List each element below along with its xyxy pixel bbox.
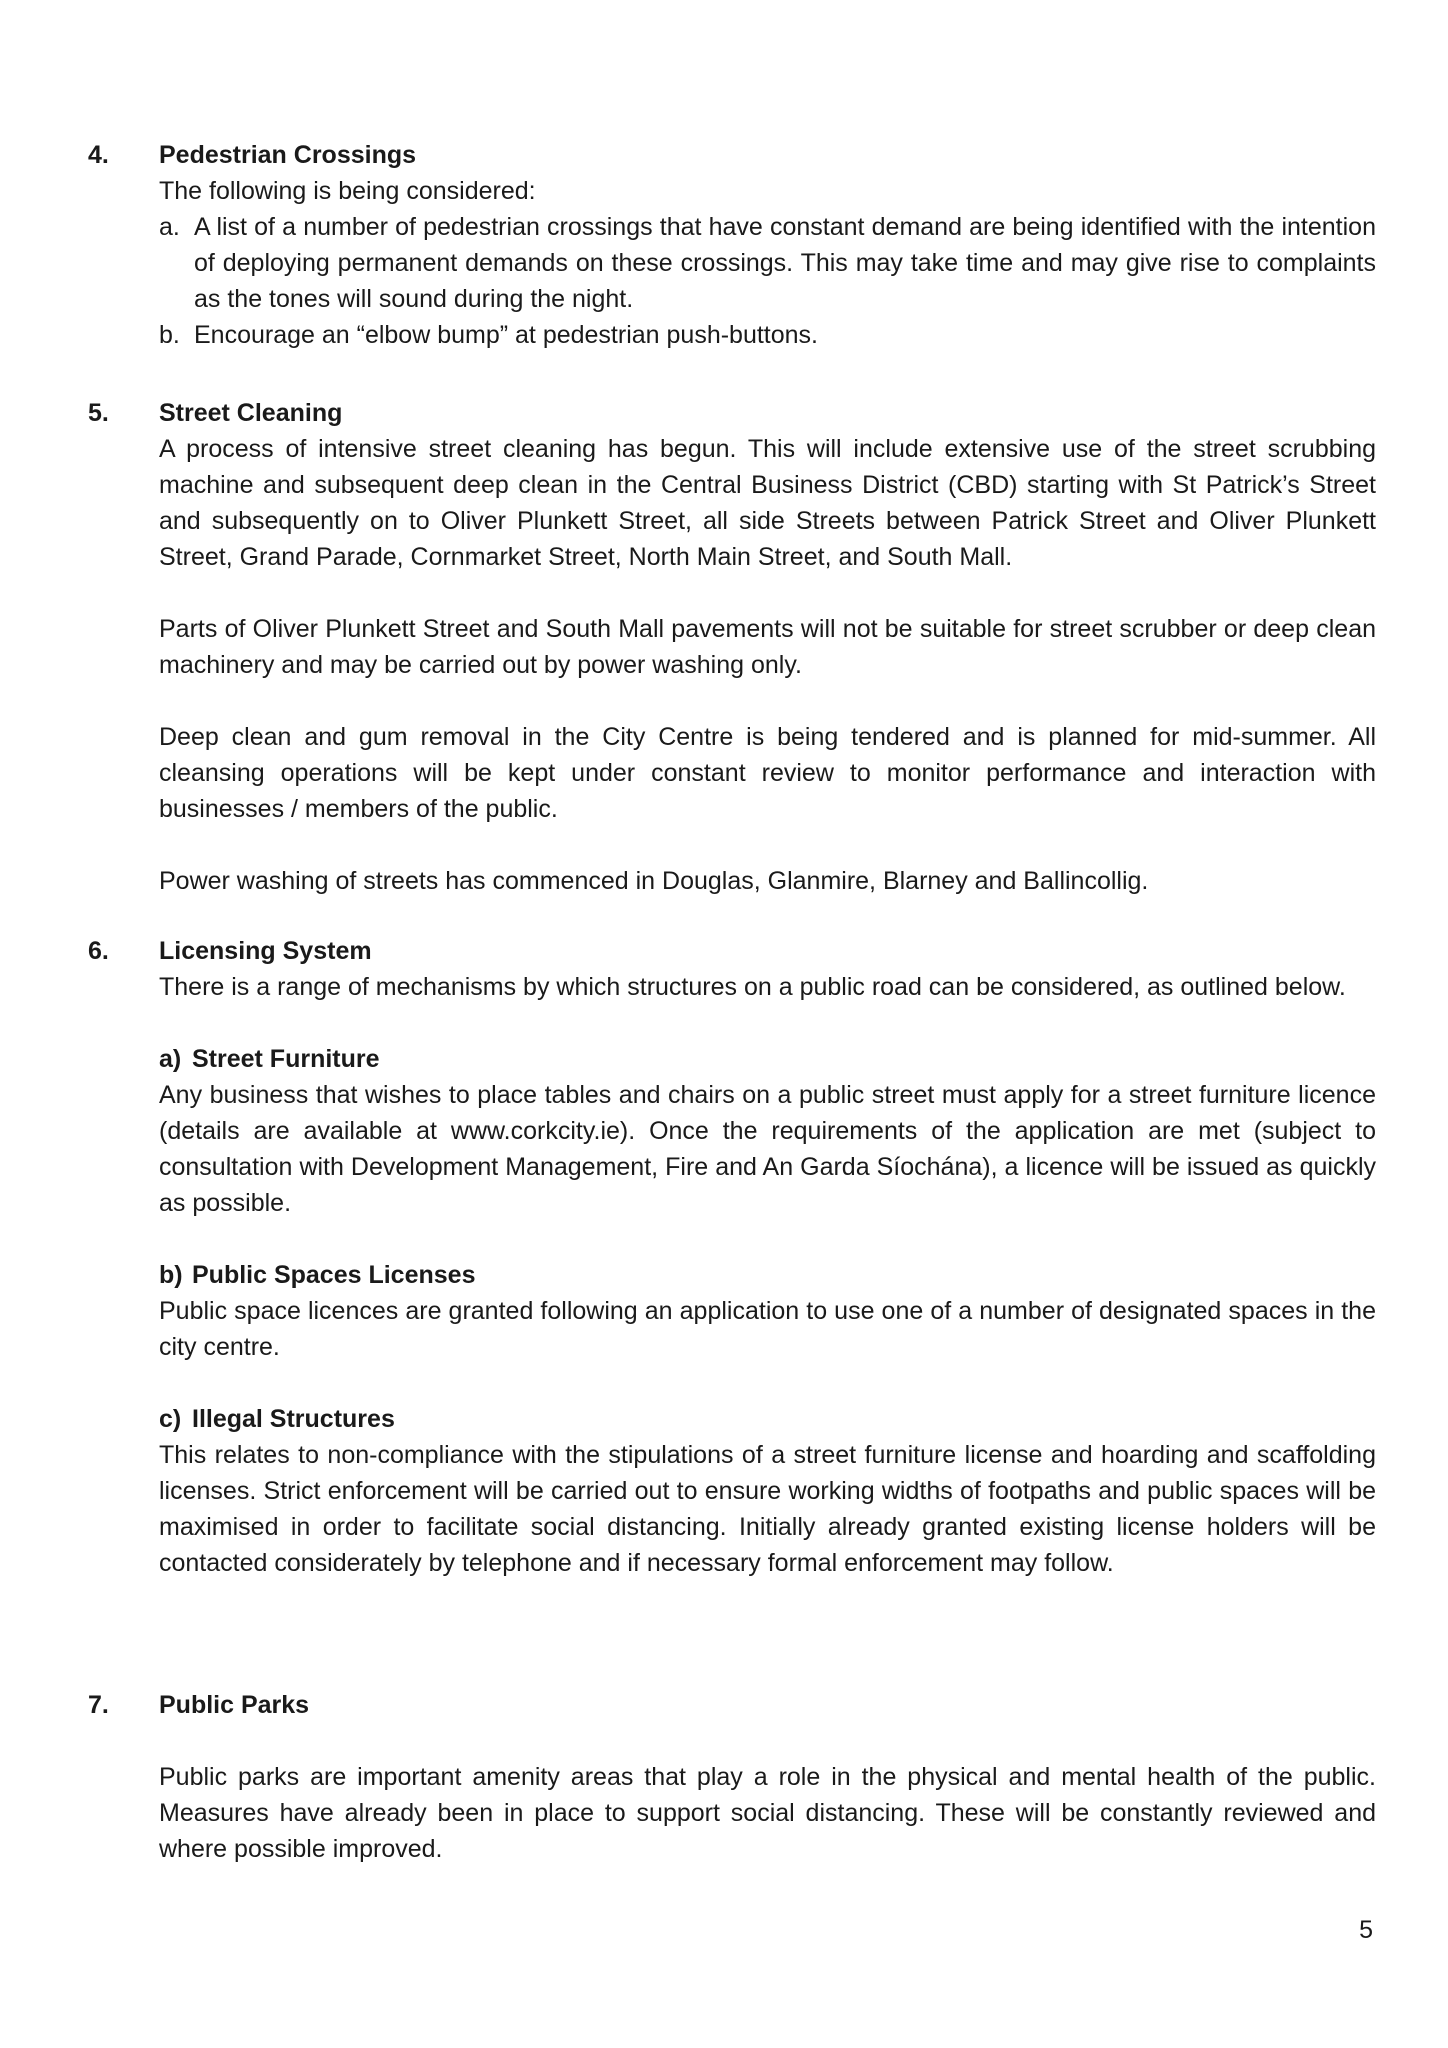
paragraph: Deep clean and gum removal in the City Centre is being tendered and is planned for mid-summer. All cleansing operations will be kept under constant review to monitor performance and interaction with businesses / members of the public.	[159, 723, 1376, 823]
subsection-heading	[159, 1257, 1376, 1293]
section-heading: Pedestrian Crossings	[159, 141, 417, 169]
subsection-label: c)	[159, 1405, 182, 1433]
section-heading: Street Cleaning	[159, 399, 343, 427]
section-heading: Public Parks	[159, 1691, 310, 1719]
page-number: 5	[1359, 1916, 1373, 1944]
subsection-title: Street Furniture	[192, 1045, 380, 1073]
section-number: 6.	[88, 937, 109, 965]
list-item	[159, 317, 1376, 353]
paragraph: Parts of Oliver Plunkett Street and South Mall pavements will not be suitable for street scrubber or deep clean machinery and may be carried out by power washing only.	[159, 615, 1376, 679]
subsection-heading	[159, 1401, 1376, 1437]
list-item-label: a.	[159, 213, 180, 241]
paragraph: Power washing of streets has commenced in Douglas, Glanmire, Blarney and Ballincollig.	[159, 867, 1149, 895]
subsection-heading	[159, 1041, 1376, 1077]
section-heading: Licensing System	[159, 937, 372, 965]
subsection-text: Public space licences are granted following an application to use one of a number of designated spaces in the city centre.	[159, 1297, 1376, 1361]
subsection-title: Public Spaces Licenses	[192, 1261, 476, 1289]
list-item-label: b.	[159, 321, 180, 349]
list-item-text: Encourage an “elbow bump” at pedestrian push-buttons.	[194, 321, 818, 349]
list-item-text: A list of a number of pedestrian crossings that have constant demand are being identified with the intention of deploying permanent demands on these crossings. This may take time and may give rise to complaints as the tones will sound during the night.	[194, 213, 1376, 313]
subsection-label: b)	[159, 1261, 183, 1289]
paragraph: A process of intensive street cleaning has begun. This will include extensive use of the street scrubbing machine and subsequent deep clean in the Central Business District (CBD) starting with St Patrick’s Street and subsequently on to Oliver Plunkett Street, all side Streets between Patrick Street and Oliver Plunkett Street, Grand Parade, Cornmarket Street, North Main Street, and South Mall.	[159, 435, 1376, 571]
section-intro: The following is being considered:	[159, 177, 536, 205]
list-item	[159, 209, 1376, 317]
subsection-text: This relates to non-compliance with the stipulations of a street furniture license and hoarding and scaffolding licenses. Strict enforcement will be carried out to ensure working widths of footpaths and public spaces will be maximised in order to facilitate social distancing. Initially already granted existing license holders will be contacted considerately by telephone and if necessary formal enforcement may follow.	[159, 1441, 1376, 1577]
subsection-title: Illegal Structures	[192, 1405, 395, 1433]
paragraph: Public parks are important amenity areas that play a role in the physical and mental health of the public. Measures have already been in place to support social distancing. These will be constantly reviewed and where possible improved.	[159, 1763, 1376, 1863]
section-number: 7.	[88, 1691, 109, 1719]
section-intro: There is a range of mechanisms by which structures on a public road can be considered, as outlined below.	[159, 973, 1346, 1001]
section-number: 5.	[88, 399, 109, 427]
section-number: 4.	[88, 141, 109, 169]
subsection-text: Any business that wishes to place tables and chairs on a public street must apply for a street furniture licence (details are available at www.corkcity.ie). Once the requirements of the application are met (subject to consultation with Development Management, Fire and An Garda Síochána), a licence will be issued as quickly as possible.	[159, 1081, 1376, 1217]
subsection-label: a)	[159, 1045, 182, 1073]
